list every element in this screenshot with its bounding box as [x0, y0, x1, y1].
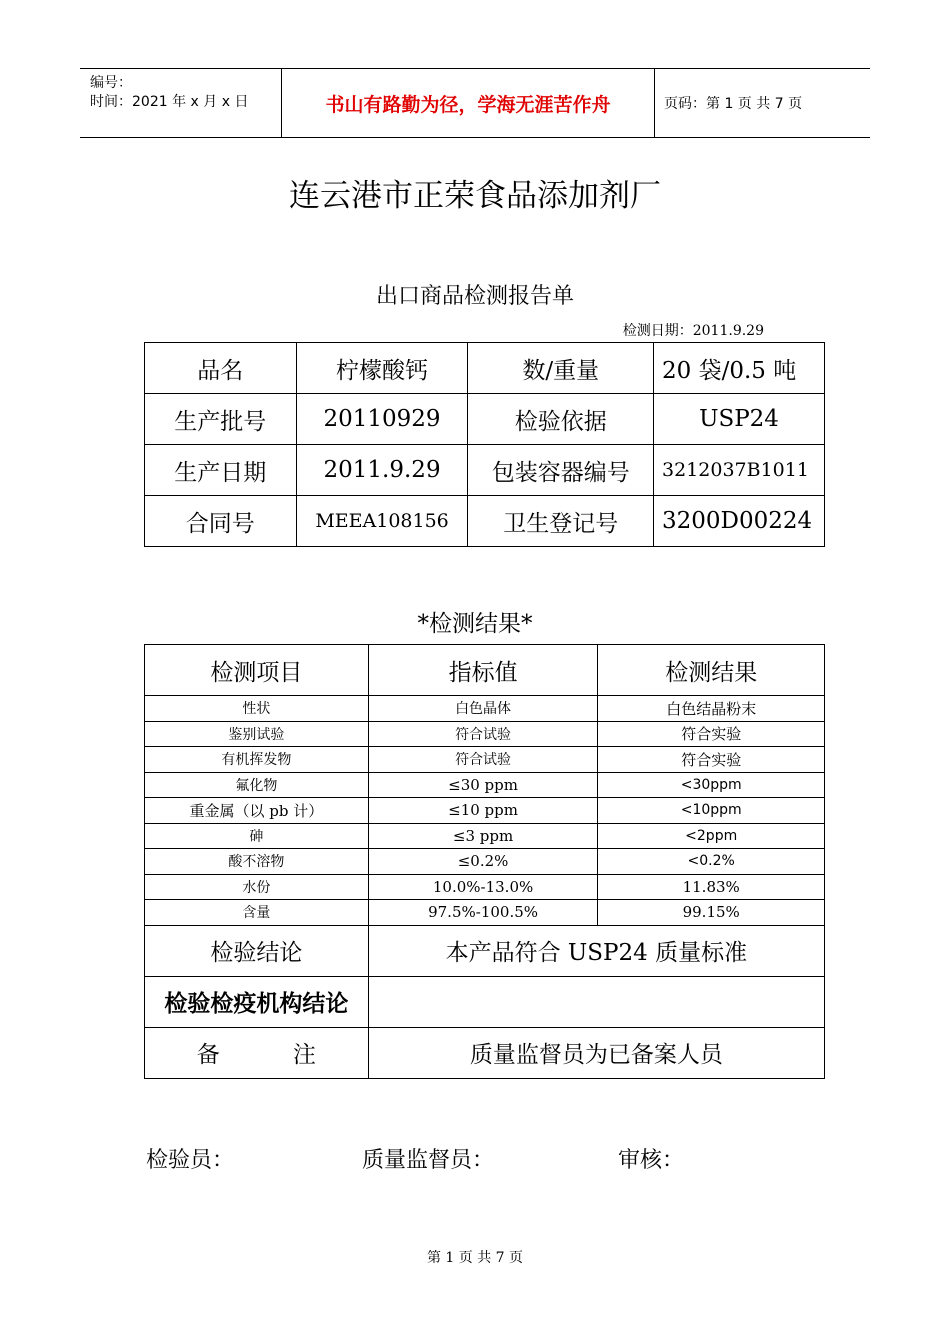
header-page-info: 页码：第 1 页 共 7 页 — [664, 96, 803, 112]
page-footer: 第 1 页 共 7 页 — [426, 1250, 524, 1266]
item-standard: ≤3 ppm — [368, 823, 598, 849]
serial-label: 编号： — [90, 75, 132, 91]
conclusion-row — [145, 925, 825, 976]
info-label: 生产日期 — [145, 445, 297, 496]
item-standard: 10.0%-13.0% — [368, 874, 598, 900]
item-name: 鉴别试验 — [145, 721, 369, 747]
column-header: 检测项目 — [145, 645, 369, 696]
item-name: 重金属（以 pb 计） — [145, 798, 369, 824]
info-value: MEEA108156 — [296, 496, 468, 547]
item-name: 砷 — [145, 823, 369, 849]
table-row — [145, 343, 825, 394]
info-label: 品名 — [145, 343, 297, 394]
info-value: 20 袋/0.5 吨 — [654, 343, 825, 394]
item-standard: 符合试验 — [368, 721, 598, 747]
agency-conclusion-value — [368, 976, 824, 1027]
item-result: 符合实验 — [598, 747, 825, 773]
item-name: 有机挥发物 — [145, 747, 369, 773]
item-standard: ≤10 ppm — [368, 798, 598, 824]
item-result: <10ppm — [598, 798, 825, 824]
conclusion-label: 检验结论 — [145, 925, 369, 976]
info-label: 合同号 — [145, 496, 297, 547]
table-row — [145, 772, 825, 798]
info-label: 生产批号 — [145, 394, 297, 445]
item-name: 含量 — [145, 900, 369, 926]
header-motto: 书山有路勤为径，学海无涯苦作舟 — [282, 69, 655, 137]
item-result: 符合实验 — [598, 721, 825, 747]
company-title: 连云港市正荣食品添加剂厂 — [289, 178, 661, 214]
table-row — [145, 394, 825, 445]
item-name: 氟化物 — [145, 772, 369, 798]
item-standard: 97.5%-100.5% — [368, 900, 598, 926]
item-standard: ≤0.2% — [368, 849, 598, 875]
info-label: 数/重量 — [468, 343, 654, 394]
table-row — [145, 823, 825, 849]
agency-conclusion-row — [145, 976, 825, 1027]
table-row — [145, 900, 825, 926]
remark-row — [145, 1027, 825, 1078]
info-value: 2011.9.29 — [296, 445, 468, 496]
table-row — [145, 721, 825, 747]
conclusion-value: 本产品符合 USP24 质量标准 — [368, 925, 824, 976]
table-row — [145, 696, 825, 722]
table-row — [145, 874, 825, 900]
info-label: 检验依据 — [468, 394, 654, 445]
product-info-table — [144, 342, 825, 547]
info-value: USP24 — [654, 394, 825, 445]
item-result: 白色结晶粉末 — [598, 696, 825, 722]
item-standard: ≤30 ppm — [368, 772, 598, 798]
table-row — [145, 747, 825, 773]
info-value: 柠檬酸钙 — [296, 343, 468, 394]
supervisor-signature: 质量监督员： — [362, 1148, 495, 1173]
item-result: 11.83% — [598, 874, 825, 900]
page-header — [80, 68, 870, 138]
item-result: <2ppm — [598, 823, 825, 849]
item-standard: 符合试验 — [368, 747, 598, 773]
item-result: <30ppm — [598, 772, 825, 798]
column-header: 检测结果 — [598, 645, 825, 696]
info-label: 包装容器编号 — [468, 445, 654, 496]
reviewer-signature: 审核： — [618, 1148, 685, 1173]
info-value: 3212037B1011 — [654, 445, 825, 496]
item-name: 水份 — [145, 874, 369, 900]
info-value: 20110929 — [296, 394, 468, 445]
info-value: 3200D00224 — [654, 496, 825, 547]
item-result: <0.2% — [598, 849, 825, 875]
inspector-signature: 检验员： — [146, 1148, 235, 1173]
table-row — [145, 496, 825, 547]
item-name: 性状 — [145, 696, 369, 722]
item-result: 99.15% — [598, 900, 825, 926]
info-label: 卫生登记号 — [468, 496, 654, 547]
results-title: *检测结果* — [417, 611, 533, 637]
item-name: 酸不溶物 — [145, 849, 369, 875]
results-table — [144, 644, 825, 1079]
agency-conclusion-label: 检验检疫机构结论 — [145, 976, 369, 1027]
header-meta — [80, 69, 282, 137]
time-label: 时间：2021 年 x 月 x 日 — [90, 94, 249, 110]
table-row — [145, 798, 825, 824]
remark-label: 备 注 — [145, 1027, 369, 1078]
report-title: 出口商品检测报告单 — [375, 284, 574, 309]
table-row — [145, 849, 825, 875]
column-header: 指标值 — [368, 645, 598, 696]
item-standard: 白色晶体 — [368, 696, 598, 722]
inspection-date: 检测日期：2011.9.29 — [622, 323, 764, 339]
table-row — [145, 445, 825, 496]
results-header-row — [145, 645, 825, 696]
remark-value: 质量监督员为已备案人员 — [368, 1027, 824, 1078]
